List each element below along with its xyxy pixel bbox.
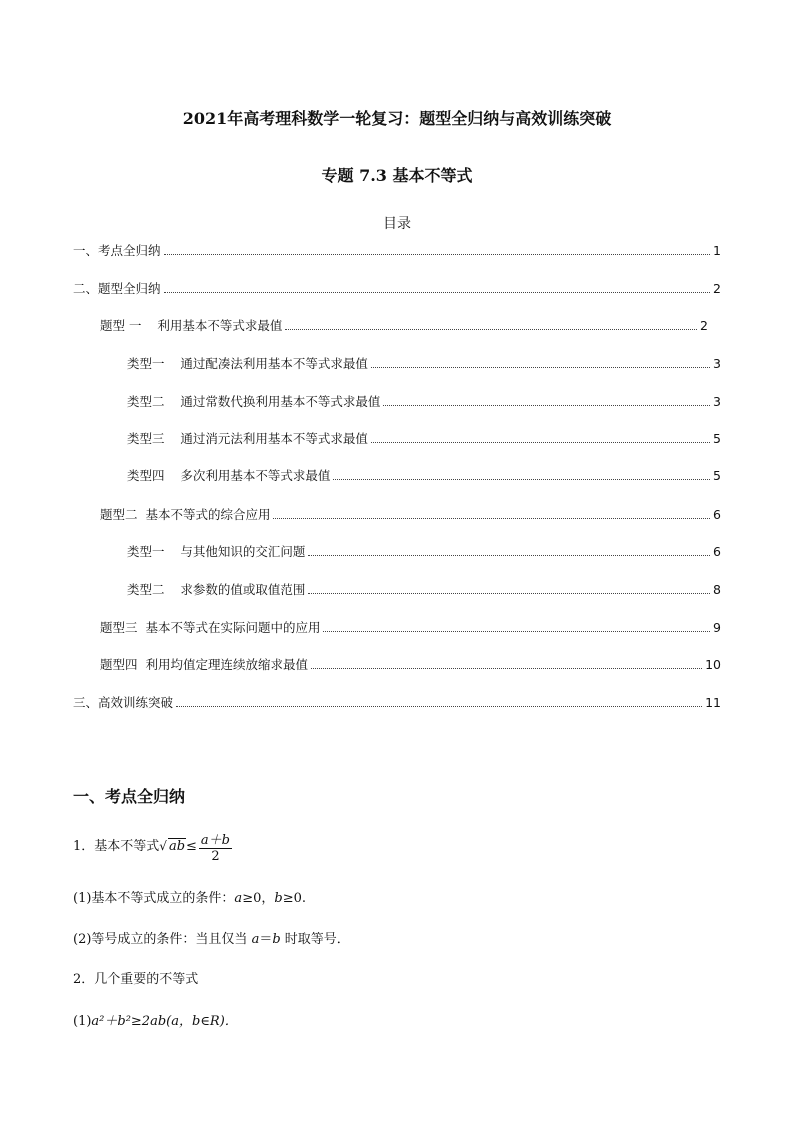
var-a: a [251,932,260,947]
toc-entry-label: 题型 一 利用基本不等式求最值 [100,318,283,333]
toc-entry[interactable] [73,280,721,298]
toc-entry[interactable] [127,581,721,599]
toc-entry-page: 6 [713,544,721,559]
eq-sign: ＝ [259,932,273,947]
toc-leader [371,441,710,443]
toc-entry[interactable] [100,317,708,335]
condition-2 [73,928,350,947]
toc-leader [273,517,710,519]
fraction-numerator: a＋b [199,829,232,849]
toc-entry-page: 5 [713,431,721,446]
toc-entry-label: 类型一 与其他知识的交汇问题 [127,544,306,559]
toc-entry-page: 3 [713,394,721,409]
toc-leader [371,366,710,368]
toc-entry[interactable] [127,355,721,373]
formula-line [73,829,232,864]
toc-entry-page: 10 [705,657,721,672]
toc-entry-label: 类型二 求参数的值或取值范围 [127,582,306,597]
toc-leader [308,592,710,594]
toc-leader [333,478,710,480]
condition-1 [73,887,306,906]
var-a: a [234,891,243,906]
sqrt-radicand: ab [168,839,186,854]
toc-entry-label: 一、考点全归纳 [73,243,161,258]
toc-entry-page: 2 [700,318,708,333]
var-b: b [274,891,283,906]
sqrt-sign: √ [159,839,167,853]
toc-entry-label: 题型四 利用均值定理连续放缩求最值 [100,657,308,672]
toc-entry-page: 8 [713,582,721,597]
condition-text: ≥0. [282,891,306,906]
toc-entry[interactable] [100,506,721,524]
document-title: 2021年高考理科数学一轮复习：题型全归纳与高效训练突破 [182,109,612,128]
toc-entry-label: 类型四 多次利用基本不等式求最值 [127,468,331,483]
toc-entry-page: 9 [713,620,721,635]
toc-entry-page: 5 [713,468,721,483]
toc-leader [308,554,710,556]
toc-leader [323,630,710,632]
toc-entry[interactable] [127,393,721,411]
toc-entry-label: 类型一 通过配凑法利用基本不等式求最值 [127,356,368,371]
toc-entry-page: 2 [713,281,721,296]
toc-entry-label: 题型三 基本不等式在实际问题中的应用 [100,620,321,635]
toc-entry-page: 3 [713,356,721,371]
toc-leader [164,291,710,293]
condition-text: 时取等号． [280,932,350,947]
toc-entry[interactable] [100,656,721,674]
toc-entry-label: 题型二 基本不等式的综合应用 [100,507,271,522]
inequality-expression: a²＋b²≥2ab(a，b∈R)． [91,1014,238,1029]
section-heading: 一、考点全归纳 [73,787,186,806]
toc-heading: 目录 [383,216,411,232]
item-number: (1) [73,1014,92,1029]
toc-leader [164,253,710,255]
document-subtitle: 专题 7.3 基本不等式 [321,166,473,185]
le-sign: ≤ [186,839,197,854]
toc-entry[interactable] [127,543,721,561]
item-label: 1．基本不等式 [73,839,160,854]
inequality-1 [73,1010,238,1029]
condition-text: (2)等号成立的条件：当且仅当 [73,932,252,947]
condition-text: ≥0， [242,891,275,906]
toc-leader [383,404,710,406]
toc-entry[interactable] [127,467,721,485]
toc-leader [311,667,702,669]
toc-entry[interactable] [73,242,721,260]
toc-leader [285,328,697,330]
toc-entry[interactable] [73,694,721,712]
toc-entry-label: 三、高效训练突破 [73,695,174,710]
fraction [199,829,232,864]
toc-entry[interactable] [100,619,721,637]
item-2-heading: 2．几个重要的不等式 [73,972,199,987]
toc-leader [176,705,702,707]
var-b: b [272,932,281,947]
toc-entry-page: 1 [713,243,721,258]
condition-text: (1)基本不等式成立的条件： [73,891,235,906]
toc-entry-label: 二、题型全归纳 [73,281,161,296]
toc-entry-page: 6 [713,507,721,522]
toc-entry[interactable] [127,430,721,448]
toc-entry-label: 类型二 通过常数代换利用基本不等式求最值 [127,394,381,409]
fraction-denominator: 2 [211,849,220,864]
toc-entry-label: 类型三 通过消元法利用基本不等式求最值 [127,431,368,446]
toc-entry-page: 11 [705,695,721,710]
